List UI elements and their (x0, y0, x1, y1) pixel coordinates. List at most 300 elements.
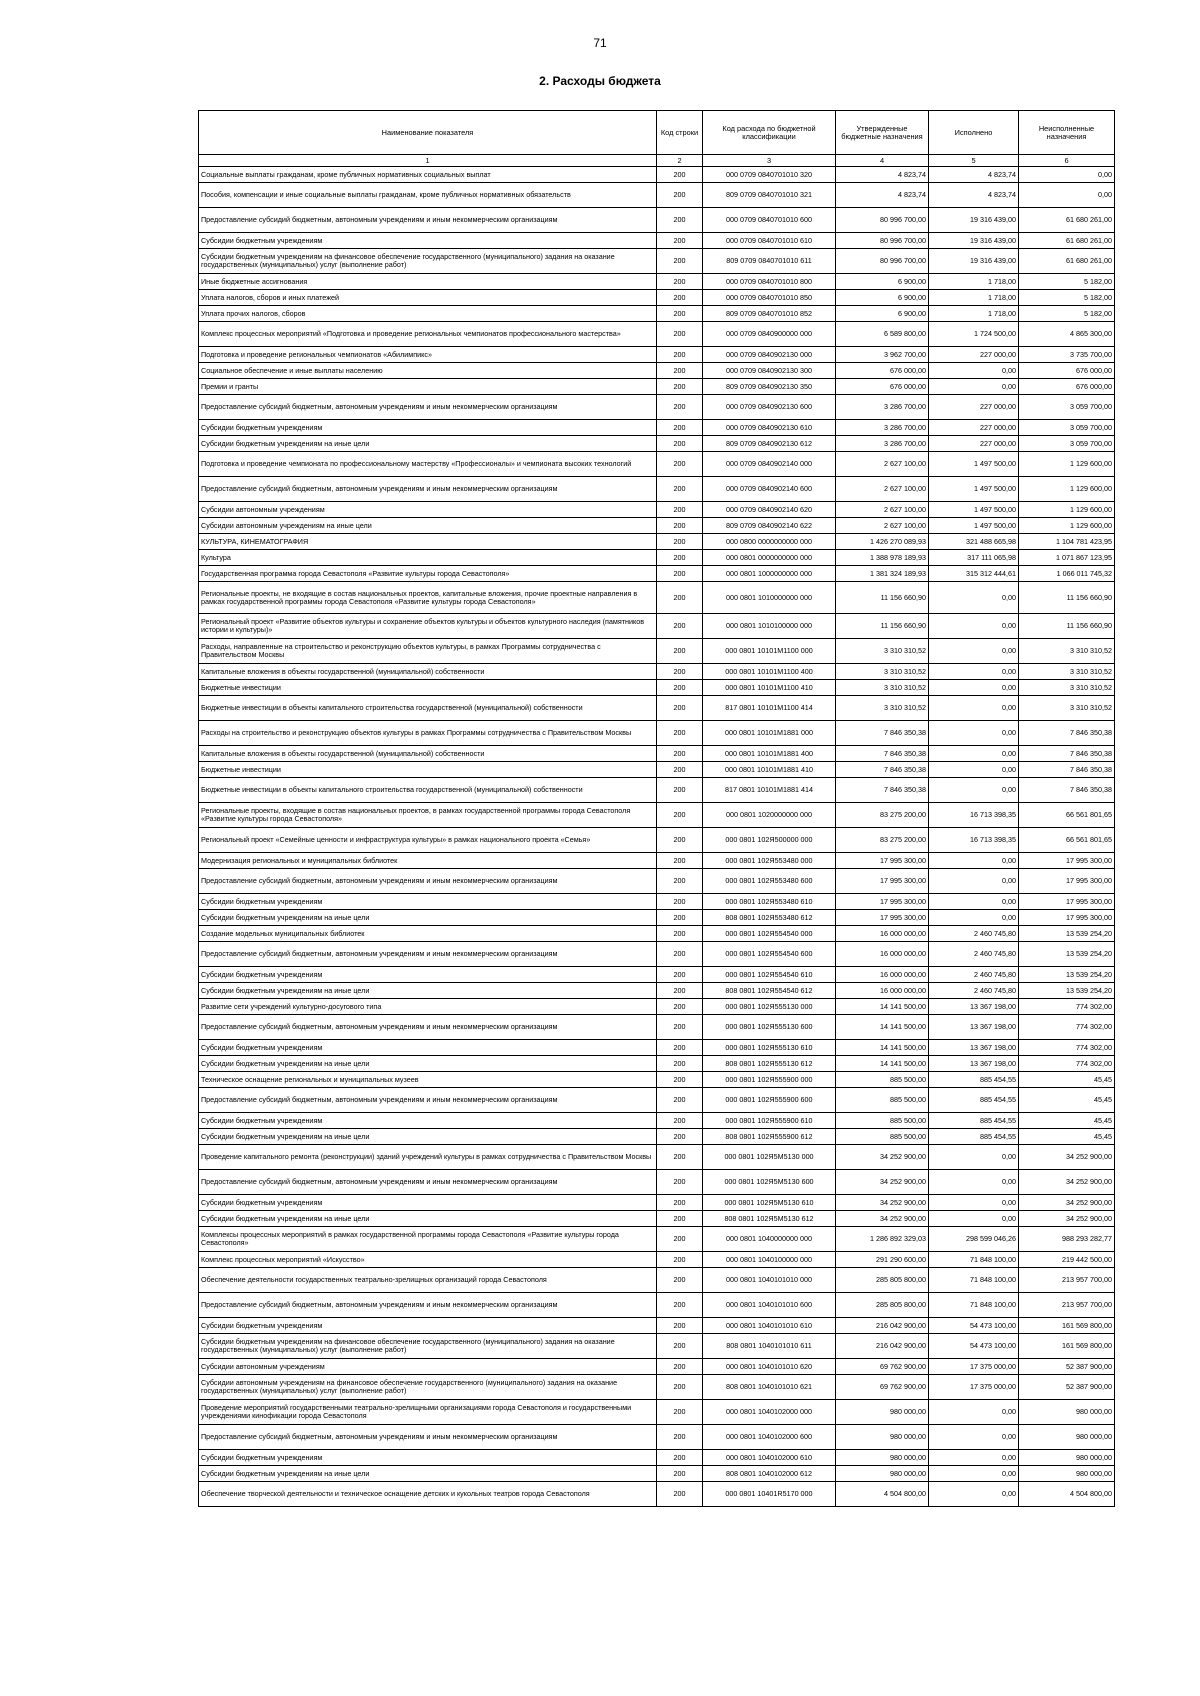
approved-amount-cell: 4 823,74 (836, 167, 929, 183)
indicator-name-cell: Предоставление субсидий бюджетным, автономным учреждениям и иным некоммерческим организациям (199, 1293, 657, 1318)
executed-amount-cell: 2 460 745,80 (929, 942, 1019, 967)
approved-amount-cell: 7 846 350,38 (836, 762, 929, 778)
indicator-name-cell: Субсидии автономным учреждениям (199, 1359, 657, 1375)
line-code-cell: 200 (657, 1015, 703, 1040)
approved-amount-cell: 14 141 500,00 (836, 1015, 929, 1040)
expenses-table (198, 110, 1115, 1507)
unexecuted-amount-cell: 13 539 254,20 (1019, 967, 1115, 983)
indicator-name-cell: КУЛЬТУРА, КИНЕМАТОГРАФИЯ (199, 534, 657, 550)
executed-amount-cell: 13 367 198,00 (929, 999, 1019, 1015)
classification-code-cell: 000 0801 102Я554540 000 (703, 926, 836, 942)
header-executed: Исполнено (929, 111, 1019, 155)
indicator-name-cell: Премии и гранты (199, 379, 657, 395)
classification-code-cell: 000 0801 102Я555130 610 (703, 1040, 836, 1056)
approved-amount-cell: 6 589 800,00 (836, 322, 929, 347)
indicator-name-cell: Модернизация региональных и муниципальных библиотек (199, 853, 657, 869)
executed-amount-cell: 0,00 (929, 1211, 1019, 1227)
executed-amount-cell: 885 454,55 (929, 1088, 1019, 1113)
table-row (199, 721, 1115, 746)
unexecuted-amount-cell: 3 059 700,00 (1019, 420, 1115, 436)
approved-amount-cell: 34 252 900,00 (836, 1211, 929, 1227)
line-code-cell: 200 (657, 1040, 703, 1056)
indicator-name-cell: Бюджетные инвестиции в объекты капитального строительства государственной (муниципальной) собственности (199, 778, 657, 803)
classification-code-cell: 809 0709 0840902130 350 (703, 379, 836, 395)
classification-code-cell: 000 0801 102Я553480 600 (703, 869, 836, 894)
classification-code-cell: 808 0801 1040101010 621 (703, 1375, 836, 1400)
unexecuted-amount-cell: 3 310 310,52 (1019, 639, 1115, 664)
approved-amount-cell: 83 275 200,00 (836, 828, 929, 853)
line-code-cell: 200 (657, 1400, 703, 1425)
indicator-name-cell: Подготовка и проведение региональных чемпионатов «Абилимпикс» (199, 347, 657, 363)
classification-code-cell: 000 0801 102Я5М5130 000 (703, 1145, 836, 1170)
unexecuted-amount-cell: 17 995 300,00 (1019, 869, 1115, 894)
line-code-cell: 200 (657, 1334, 703, 1359)
classification-code-cell: 000 0801 1040102000 610 (703, 1450, 836, 1466)
line-code-cell: 200 (657, 910, 703, 926)
executed-amount-cell: 71 848 100,00 (929, 1268, 1019, 1293)
indicator-name-cell: Расходы, направленные на строительство и реконструкцию объектов культуры, в рамках Программы сотрудничества с Правительством Москвы (199, 639, 657, 664)
classification-code-cell: 000 0709 0840902130 600 (703, 395, 836, 420)
approved-amount-cell: 980 000,00 (836, 1425, 929, 1450)
unexecuted-amount-cell: 3 310 310,52 (1019, 696, 1115, 721)
unexecuted-amount-cell: 61 680 261,00 (1019, 249, 1115, 274)
approved-amount-cell: 1 388 978 189,93 (836, 550, 929, 566)
executed-amount-cell: 0,00 (929, 1170, 1019, 1195)
table-row (199, 967, 1115, 983)
classification-code-cell: 817 0801 10101М1100 414 (703, 696, 836, 721)
column-number-row (199, 155, 1115, 167)
classification-code-cell: 000 0801 1010100000 000 (703, 614, 836, 639)
line-code-cell: 200 (657, 477, 703, 502)
table-row (199, 869, 1115, 894)
executed-amount-cell: 1 718,00 (929, 290, 1019, 306)
indicator-name-cell: Субсидии бюджетным учреждениям на иные цели (199, 436, 657, 452)
table-row (199, 1268, 1115, 1293)
table-row (199, 910, 1115, 926)
approved-amount-cell: 216 042 900,00 (836, 1318, 929, 1334)
indicator-name-cell: Субсидии бюджетным учреждениям (199, 420, 657, 436)
table-row (199, 395, 1115, 420)
approved-amount-cell: 3 286 700,00 (836, 420, 929, 436)
classification-code-cell: 000 0801 102Я554540 600 (703, 942, 836, 967)
line-code-cell: 200 (657, 306, 703, 322)
executed-amount-cell: 0,00 (929, 778, 1019, 803)
table-row (199, 1015, 1115, 1040)
classification-code-cell: 000 0801 1020000000 000 (703, 803, 836, 828)
indicator-name-cell: Проведение капитального ремонта (реконструкции) зданий учреждений культуры в рамках сотрудничества с Правительством Москвы (199, 1145, 657, 1170)
approved-amount-cell: 17 995 300,00 (836, 869, 929, 894)
unexecuted-amount-cell: 45,45 (1019, 1113, 1115, 1129)
classification-code-cell: 808 0801 102Я555130 612 (703, 1056, 836, 1072)
classification-code-cell: 000 0709 0840902130 000 (703, 347, 836, 363)
executed-amount-cell: 227 000,00 (929, 347, 1019, 363)
table-row (199, 639, 1115, 664)
classification-code-cell: 000 0801 102Я500000 000 (703, 828, 836, 853)
executed-amount-cell: 13 367 198,00 (929, 1040, 1019, 1056)
header-classification-code: Код расхода по бюджетной классификации (703, 111, 836, 155)
executed-amount-cell: 317 111 065,98 (929, 550, 1019, 566)
unexecuted-amount-cell: 17 995 300,00 (1019, 894, 1115, 910)
executed-amount-cell: 0,00 (929, 910, 1019, 926)
unexecuted-amount-cell: 61 680 261,00 (1019, 233, 1115, 249)
approved-amount-cell: 885 500,00 (836, 1129, 929, 1145)
table-row (199, 1359, 1115, 1375)
executed-amount-cell: 4 823,74 (929, 183, 1019, 208)
line-code-cell: 200 (657, 680, 703, 696)
executed-amount-cell: 0,00 (929, 1425, 1019, 1450)
executed-amount-cell: 19 316 439,00 (929, 249, 1019, 274)
indicator-name-cell: Субсидии бюджетным учреждениям (199, 1195, 657, 1211)
approved-amount-cell: 285 805 800,00 (836, 1293, 929, 1318)
executed-amount-cell: 0,00 (929, 853, 1019, 869)
approved-amount-cell: 80 996 700,00 (836, 233, 929, 249)
classification-code-cell: 809 0709 0840902140 622 (703, 518, 836, 534)
classification-code-cell: 808 0801 102Я5М5130 612 (703, 1211, 836, 1227)
unexecuted-amount-cell: 17 995 300,00 (1019, 853, 1115, 869)
approved-amount-cell: 980 000,00 (836, 1400, 929, 1425)
table-row (199, 1145, 1115, 1170)
unexecuted-amount-cell: 980 000,00 (1019, 1450, 1115, 1466)
line-code-cell: 200 (657, 1482, 703, 1507)
table-row (199, 183, 1115, 208)
approved-amount-cell: 14 141 500,00 (836, 1056, 929, 1072)
executed-amount-cell: 4 823,74 (929, 167, 1019, 183)
classification-code-cell: 000 0800 0000000000 000 (703, 534, 836, 550)
indicator-name-cell: Комплекс процессных мероприятий «Подготовка и проведение региональных чемпионатов профессионального мастерства» (199, 322, 657, 347)
executed-amount-cell: 0,00 (929, 1145, 1019, 1170)
column-number: 3 (703, 155, 836, 167)
classification-code-cell: 809 0709 0840701010 852 (703, 306, 836, 322)
classification-code-cell: 809 0709 0840701010 321 (703, 183, 836, 208)
classification-code-cell: 809 0709 0840701010 611 (703, 249, 836, 274)
table-row (199, 167, 1115, 183)
executed-amount-cell: 0,00 (929, 1400, 1019, 1425)
classification-code-cell: 000 0801 1000000000 000 (703, 566, 836, 582)
line-code-cell: 200 (657, 1450, 703, 1466)
indicator-name-cell: Субсидии автономным учреждениям на иные цели (199, 518, 657, 534)
executed-amount-cell: 19 316 439,00 (929, 208, 1019, 233)
executed-amount-cell: 0,00 (929, 869, 1019, 894)
classification-code-cell: 000 0709 0840900000 000 (703, 322, 836, 347)
executed-amount-cell: 1 497 500,00 (929, 452, 1019, 477)
line-code-cell: 200 (657, 566, 703, 582)
unexecuted-amount-cell: 5 182,00 (1019, 306, 1115, 322)
line-code-cell: 200 (657, 1375, 703, 1400)
executed-amount-cell: 0,00 (929, 639, 1019, 664)
classification-code-cell: 000 0801 1040101010 620 (703, 1359, 836, 1375)
line-code-cell: 200 (657, 942, 703, 967)
line-code-cell: 200 (657, 1170, 703, 1195)
unexecuted-amount-cell: 5 182,00 (1019, 274, 1115, 290)
classification-code-cell: 000 0709 0840701010 600 (703, 208, 836, 233)
indicator-name-cell: Субсидии бюджетным учреждениям (199, 1450, 657, 1466)
approved-amount-cell: 291 290 600,00 (836, 1252, 929, 1268)
unexecuted-amount-cell: 4 865 300,00 (1019, 322, 1115, 347)
approved-amount-cell: 3 310 310,52 (836, 696, 929, 721)
line-code-cell: 200 (657, 721, 703, 746)
approved-amount-cell: 285 805 800,00 (836, 1268, 929, 1293)
indicator-name-cell: Проведение мероприятий государственными театрально-зрелищными организациями города Севастополя и государственными учреждениями кинофикации города Севастополя (199, 1400, 657, 1425)
line-code-cell: 200 (657, 1088, 703, 1113)
approved-amount-cell: 7 846 350,38 (836, 778, 929, 803)
classification-code-cell: 000 0801 102Я5М5130 600 (703, 1170, 836, 1195)
classification-code-cell: 000 0801 1040102000 600 (703, 1425, 836, 1450)
executed-amount-cell: 17 375 000,00 (929, 1359, 1019, 1375)
classification-code-cell: 000 0801 1040101010 610 (703, 1318, 836, 1334)
indicator-name-cell: Комплекс процессных мероприятий «Искусство» (199, 1252, 657, 1268)
table-row (199, 347, 1115, 363)
approved-amount-cell: 2 627 100,00 (836, 477, 929, 502)
line-code-cell: 200 (657, 1145, 703, 1170)
table-row (199, 534, 1115, 550)
table-row (199, 1450, 1115, 1466)
unexecuted-amount-cell: 676 000,00 (1019, 379, 1115, 395)
table-row (199, 420, 1115, 436)
page-title: 2. Расходы бюджета (539, 74, 661, 88)
unexecuted-amount-cell: 213 957 700,00 (1019, 1268, 1115, 1293)
indicator-name-cell: Социальные выплаты гражданам, кроме публичных нормативных социальных выплат (199, 167, 657, 183)
table-row (199, 1056, 1115, 1072)
classification-code-cell: 000 0801 10101М1100 000 (703, 639, 836, 664)
classification-code-cell: 000 0801 10101М1881 410 (703, 762, 836, 778)
approved-amount-cell: 3 310 310,52 (836, 680, 929, 696)
classification-code-cell: 000 0801 10101М1881 400 (703, 746, 836, 762)
unexecuted-amount-cell: 13 539 254,20 (1019, 983, 1115, 999)
unexecuted-amount-cell: 774 302,00 (1019, 999, 1115, 1015)
indicator-name-cell: Обеспечение творческой деятельности и техническое оснащение детских и кукольных театров города Севастополя (199, 1482, 657, 1507)
unexecuted-amount-cell: 34 252 900,00 (1019, 1211, 1115, 1227)
classification-code-cell: 000 0709 0840902140 600 (703, 477, 836, 502)
approved-amount-cell: 676 000,00 (836, 379, 929, 395)
classification-code-cell: 000 0801 102Я554540 610 (703, 967, 836, 983)
unexecuted-amount-cell: 1 129 600,00 (1019, 452, 1115, 477)
indicator-name-cell: Региональный проект «Семейные ценности и инфраструктура культуры» в рамках национального проекта «Семья» (199, 828, 657, 853)
approved-amount-cell: 7 846 350,38 (836, 746, 929, 762)
line-code-cell: 200 (657, 926, 703, 942)
table-row (199, 1170, 1115, 1195)
approved-amount-cell: 7 846 350,38 (836, 721, 929, 746)
indicator-name-cell: Субсидии бюджетным учреждениям (199, 1040, 657, 1056)
line-code-cell: 200 (657, 1252, 703, 1268)
table-row (199, 1318, 1115, 1334)
executed-amount-cell: 885 454,55 (929, 1072, 1019, 1088)
indicator-name-cell: Субсидии бюджетным учреждениям на иные цели (199, 1056, 657, 1072)
classification-code-cell: 000 0709 0840701010 320 (703, 167, 836, 183)
unexecuted-amount-cell: 1 129 600,00 (1019, 518, 1115, 534)
column-number: 2 (657, 155, 703, 167)
unexecuted-amount-cell: 161 569 800,00 (1019, 1334, 1115, 1359)
page-number: 71 (593, 36, 607, 50)
classification-code-cell: 000 0801 102Я555900 600 (703, 1088, 836, 1113)
classification-code-cell: 000 0801 0000000000 000 (703, 550, 836, 566)
classification-code-cell: 000 0709 0840902140 000 (703, 452, 836, 477)
line-code-cell: 200 (657, 894, 703, 910)
approved-amount-cell: 1 381 324 189,93 (836, 566, 929, 582)
line-code-cell: 200 (657, 249, 703, 274)
line-code-cell: 200 (657, 534, 703, 550)
table-row (199, 803, 1115, 828)
line-code-cell: 200 (657, 1056, 703, 1072)
unexecuted-amount-cell: 34 252 900,00 (1019, 1170, 1115, 1195)
line-code-cell: 200 (657, 290, 703, 306)
approved-amount-cell: 3 286 700,00 (836, 395, 929, 420)
indicator-name-cell: Развитие сети учреждений культурно-досугового типа (199, 999, 657, 1015)
table-row (199, 452, 1115, 477)
executed-amount-cell: 1 497 500,00 (929, 518, 1019, 534)
indicator-name-cell: Региональные проекты, входящие в состав национальных проектов, в рамках государственной программы города Севастополя «Развитие культуры города Севастополя» (199, 803, 657, 828)
approved-amount-cell: 17 995 300,00 (836, 853, 929, 869)
classification-code-cell: 000 0801 1040102000 000 (703, 1400, 836, 1425)
line-code-cell: 200 (657, 762, 703, 778)
approved-amount-cell: 6 900,00 (836, 306, 929, 322)
line-code-cell: 200 (657, 967, 703, 983)
indicator-name-cell: Подготовка и проведение чемпионата по профессиональному мастерству «Профессионалы» и чемпионата высоких технологий (199, 452, 657, 477)
classification-code-cell: 808 0801 102Я553480 612 (703, 910, 836, 926)
indicator-name-cell: Расходы на строительство и реконструкцию объектов культуры в рамках Программы сотрудничества с Правительством Москвы (199, 721, 657, 746)
line-code-cell: 200 (657, 1268, 703, 1293)
unexecuted-amount-cell: 3 059 700,00 (1019, 395, 1115, 420)
unexecuted-amount-cell: 0,00 (1019, 167, 1115, 183)
indicator-name-cell: Предоставление субсидий бюджетным, автономным учреждениям и иным некоммерческим организациям (199, 477, 657, 502)
executed-amount-cell: 227 000,00 (929, 395, 1019, 420)
indicator-name-cell: Бюджетные инвестиции (199, 762, 657, 778)
line-code-cell: 200 (657, 1425, 703, 1450)
unexecuted-amount-cell: 988 293 282,77 (1019, 1227, 1115, 1252)
unexecuted-amount-cell: 45,45 (1019, 1088, 1115, 1113)
line-code-cell: 200 (657, 420, 703, 436)
column-number: 1 (199, 155, 657, 167)
unexecuted-amount-cell: 45,45 (1019, 1072, 1115, 1088)
table-row (199, 664, 1115, 680)
executed-amount-cell: 298 599 046,26 (929, 1227, 1019, 1252)
approved-amount-cell: 4 504 800,00 (836, 1482, 929, 1507)
indicator-name-cell: Предоставление субсидий бюджетным, автономным учреждениям и иным некоммерческим организациям (199, 942, 657, 967)
approved-amount-cell: 885 500,00 (836, 1072, 929, 1088)
executed-amount-cell: 16 713 398,35 (929, 803, 1019, 828)
indicator-name-cell: Субсидии автономным учреждениям на финансовое обеспечение государственного (муниципального) задания на оказание государственных (муниципальных) услуг (выполнение работ) (199, 1375, 657, 1400)
approved-amount-cell: 980 000,00 (836, 1450, 929, 1466)
line-code-cell: 200 (657, 1113, 703, 1129)
classification-code-cell: 000 0801 10101М1100 400 (703, 664, 836, 680)
table-row (199, 1211, 1115, 1227)
header-line-code: Код строки (657, 111, 703, 155)
line-code-cell: 200 (657, 502, 703, 518)
classification-code-cell: 808 0801 102Я555900 612 (703, 1129, 836, 1145)
indicator-name-cell: Предоставление субсидий бюджетным, автономным учреждениям и иным некоммерческим организациям (199, 869, 657, 894)
indicator-name-cell: Субсидии автономным учреждениям (199, 502, 657, 518)
executed-amount-cell: 0,00 (929, 696, 1019, 721)
approved-amount-cell: 80 996 700,00 (836, 249, 929, 274)
unexecuted-amount-cell: 980 000,00 (1019, 1466, 1115, 1482)
classification-code-cell: 000 0709 0840902140 620 (703, 502, 836, 518)
executed-amount-cell: 54 473 100,00 (929, 1318, 1019, 1334)
unexecuted-amount-cell: 61 680 261,00 (1019, 208, 1115, 233)
indicator-name-cell: Пособия, компенсации и иные социальные выплаты гражданам, кроме публичных нормативных обязательств (199, 183, 657, 208)
line-code-cell: 200 (657, 1195, 703, 1211)
executed-amount-cell: 2 460 745,80 (929, 983, 1019, 999)
classification-code-cell: 817 0801 10101М1881 414 (703, 778, 836, 803)
indicator-name-cell: Предоставление субсидий бюджетным, автономным учреждениям и иным некоммерческим организациям (199, 1015, 657, 1040)
approved-amount-cell: 3 310 310,52 (836, 639, 929, 664)
table-row (199, 249, 1115, 274)
classification-code-cell: 000 0801 102Я555900 610 (703, 1113, 836, 1129)
table-row (199, 290, 1115, 306)
table-row (199, 502, 1115, 518)
line-code-cell: 200 (657, 167, 703, 183)
executed-amount-cell: 0,00 (929, 363, 1019, 379)
table-row (199, 1293, 1115, 1318)
table-row (199, 1375, 1115, 1400)
indicator-name-cell: Субсидии бюджетным учреждениям на финансовое обеспечение государственного (муниципального) задания на оказание государственных (муниципальных) услуг (выполнение работ) (199, 249, 657, 274)
line-code-cell: 200 (657, 639, 703, 664)
classification-code-cell: 000 0801 1040100000 000 (703, 1252, 836, 1268)
table-row (199, 778, 1115, 803)
header-approved: Утвержденные бюджетные назначения (836, 111, 929, 155)
indicator-name-cell: Субсидии бюджетным учреждениям (199, 233, 657, 249)
indicator-name-cell: Субсидии бюджетным учреждениям на финансовое обеспечение государственного (муниципального) задания на оказание государственных (муниципальных) услуг (выполнение работ) (199, 1334, 657, 1359)
approved-amount-cell: 16 000 000,00 (836, 967, 929, 983)
table-row (199, 582, 1115, 614)
classification-code-cell: 000 0801 1040101010 600 (703, 1293, 836, 1318)
unexecuted-amount-cell: 1 066 011 745,32 (1019, 566, 1115, 582)
approved-amount-cell: 3 286 700,00 (836, 436, 929, 452)
line-code-cell: 200 (657, 379, 703, 395)
table-row (199, 696, 1115, 721)
unexecuted-amount-cell: 980 000,00 (1019, 1400, 1115, 1425)
executed-amount-cell: 885 454,55 (929, 1129, 1019, 1145)
table-row (199, 853, 1115, 869)
table-row (199, 983, 1115, 999)
indicator-name-cell: Уплата прочих налогов, сборов (199, 306, 657, 322)
unexecuted-amount-cell: 980 000,00 (1019, 1425, 1115, 1450)
unexecuted-amount-cell: 5 182,00 (1019, 290, 1115, 306)
table-row (199, 477, 1115, 502)
line-code-cell: 200 (657, 395, 703, 420)
classification-code-cell: 000 0801 102Я5М5130 610 (703, 1195, 836, 1211)
line-code-cell: 200 (657, 1466, 703, 1482)
executed-amount-cell: 1 497 500,00 (929, 477, 1019, 502)
unexecuted-amount-cell: 3 059 700,00 (1019, 436, 1115, 452)
line-code-cell: 200 (657, 828, 703, 853)
unexecuted-amount-cell: 1 129 600,00 (1019, 502, 1115, 518)
classification-code-cell: 000 0801 1040000000 000 (703, 1227, 836, 1252)
line-code-cell: 200 (657, 1318, 703, 1334)
executed-amount-cell: 2 460 745,80 (929, 926, 1019, 942)
unexecuted-amount-cell: 7 846 350,38 (1019, 762, 1115, 778)
indicator-name-cell: Социальное обеспечение и иные выплаты населению (199, 363, 657, 379)
line-code-cell: 200 (657, 363, 703, 379)
table-row (199, 1425, 1115, 1450)
classification-code-cell: 000 0709 0840701010 610 (703, 233, 836, 249)
line-code-cell: 200 (657, 746, 703, 762)
approved-amount-cell: 14 141 500,00 (836, 1040, 929, 1056)
line-code-cell: 200 (657, 1072, 703, 1088)
indicator-name-cell: Государственная программа города Севастополя «Развитие культуры города Севастополя» (199, 566, 657, 582)
classification-code-cell: 000 0801 102Я553480 610 (703, 894, 836, 910)
executed-amount-cell: 0,00 (929, 721, 1019, 746)
approved-amount-cell: 16 000 000,00 (836, 983, 929, 999)
table-row (199, 306, 1115, 322)
approved-amount-cell: 2 627 100,00 (836, 452, 929, 477)
classification-code-cell: 000 0801 102Я555900 000 (703, 1072, 836, 1088)
approved-amount-cell: 34 252 900,00 (836, 1145, 929, 1170)
indicator-name-cell: Субсидии бюджетным учреждениям на иные цели (199, 1211, 657, 1227)
column-number: 6 (1019, 155, 1115, 167)
approved-amount-cell: 11 156 660,90 (836, 614, 929, 639)
approved-amount-cell: 676 000,00 (836, 363, 929, 379)
table-row (199, 1482, 1115, 1507)
approved-amount-cell: 80 996 700,00 (836, 208, 929, 233)
